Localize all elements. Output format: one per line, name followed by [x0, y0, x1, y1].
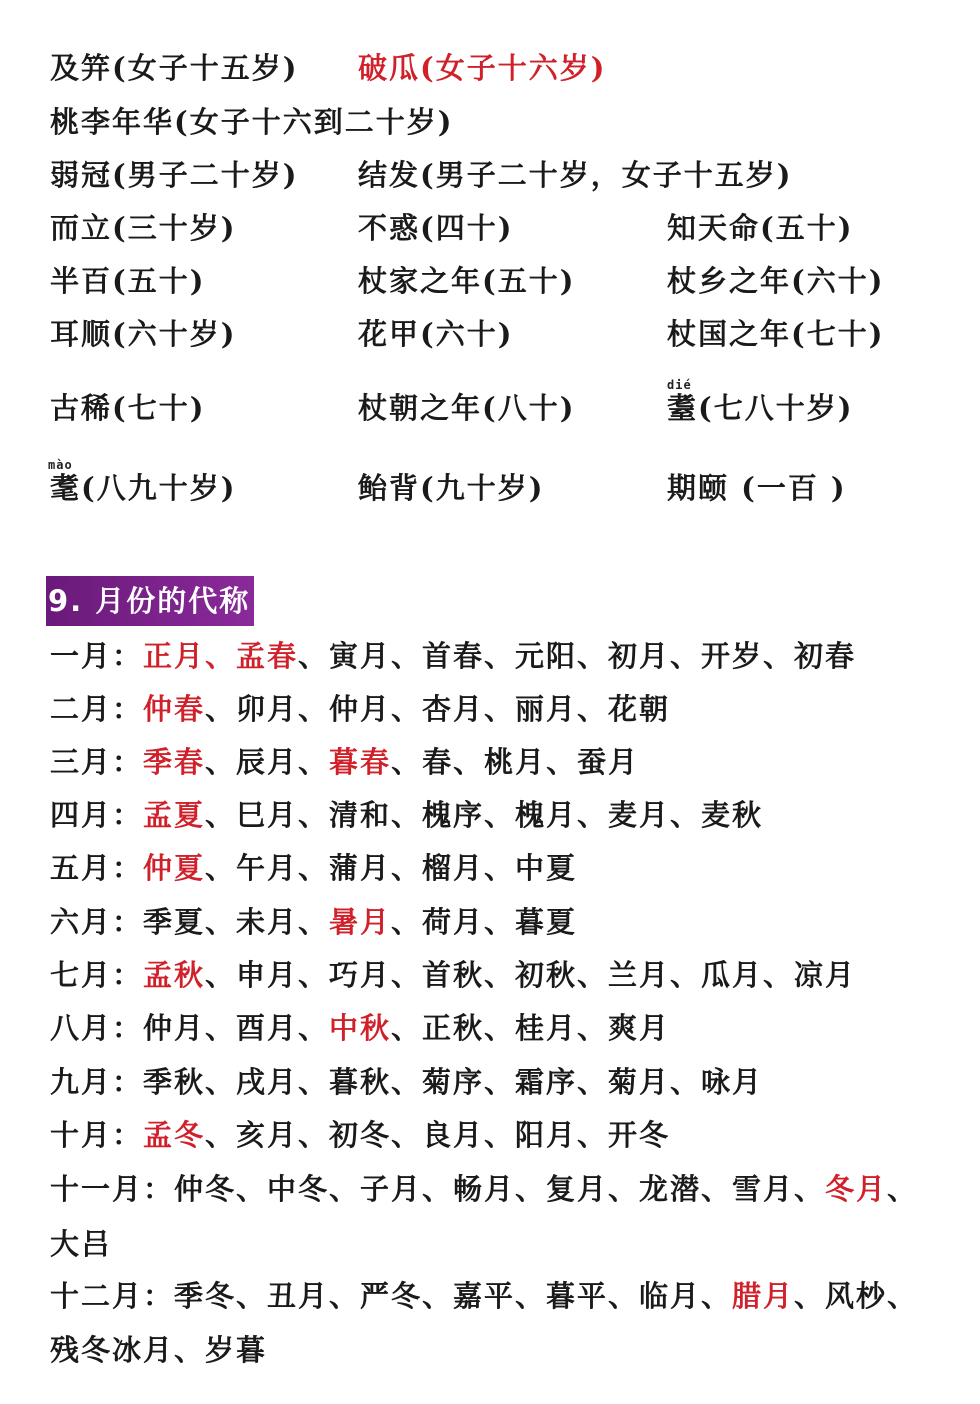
- month-line-12: [50, 1278, 918, 1314]
- month-label: 十月：: [50, 1118, 144, 1152]
- month-line-11-cont: 大吕: [50, 1227, 113, 1261]
- age-term: 杖家之年(五十): [358, 264, 576, 298]
- month-names: 、寅月、首春、元阳、初月、开岁、初春: [298, 639, 857, 673]
- age-term: 知天命(五十): [667, 211, 854, 245]
- age-term: 耄(八九十岁): [50, 471, 237, 505]
- age-term: 不惑(四十): [358, 211, 514, 245]
- month-names: 、风杪、: [794, 1279, 919, 1313]
- month-names: 、辰月、: [205, 745, 330, 779]
- month-label: 四月：: [50, 798, 144, 832]
- month-highlight: 暑月: [329, 905, 392, 939]
- age-term: 而立(三十岁): [50, 211, 237, 245]
- month-label: 七月：: [50, 958, 144, 992]
- age-term: 杖乡之年(六十): [667, 264, 885, 298]
- month-line-6: [50, 904, 577, 940]
- month-line-7: [50, 957, 856, 993]
- month-names: 、亥月、初冬、良月、阳月、开冬: [205, 1118, 671, 1152]
- month-names: 、午月、蒲月、榴月、中夏: [205, 851, 578, 885]
- age-term: 杖国之年(七十): [667, 317, 885, 351]
- month-highlight: 季春: [143, 745, 206, 779]
- month-line-12-cont: 残冬冰月、岁暮: [50, 1333, 268, 1367]
- month-names: 、: [887, 1172, 919, 1206]
- age-term: 花甲(六十): [358, 317, 514, 351]
- month-line-10: [50, 1117, 670, 1153]
- age-term: 桃李年华(女子十六到二十岁): [50, 105, 454, 139]
- month-names: 、荷月、暮夏: [391, 905, 578, 939]
- age-term-highlight: 破瓜(女子十六岁): [358, 51, 607, 85]
- month-highlight: 冬月: [825, 1172, 888, 1206]
- pinyin-annotation: mào: [48, 458, 73, 472]
- month-names: 十二月：季冬、丑月、严冬、嘉平、暮平、临月、: [50, 1279, 733, 1313]
- age-term: 期颐 (一百 ): [667, 471, 847, 505]
- month-names: 、申月、巧月、首秋、初秋、兰月、瓜月、凉月: [205, 958, 857, 992]
- month-label: 二月：: [50, 692, 144, 726]
- month-line-3: [50, 744, 639, 780]
- age-term: 鲐背(九十岁): [358, 471, 545, 505]
- month-label: 一月：: [50, 639, 144, 673]
- month-line-4: [50, 797, 763, 833]
- month-line-5: [50, 850, 577, 886]
- age-term: 结发(男子二十岁，女子十五岁): [358, 158, 793, 192]
- section-heading: 9. 月份的代称: [46, 576, 254, 626]
- month-highlight: 暮春: [329, 745, 392, 779]
- month-names: 、巳月、清和、槐序、槐月、麦月、麦秋: [205, 798, 764, 832]
- month-label: 五月：: [50, 851, 144, 885]
- age-term: 古稀(七十): [50, 391, 206, 425]
- month-line-1: [50, 638, 856, 674]
- age-term: 及笄(女子十五岁): [50, 51, 299, 85]
- month-highlight: 孟夏: [143, 798, 206, 832]
- month-names: 、卯月、仲月、杏月、丽月、花朝: [205, 692, 671, 726]
- month-highlight: 腊月: [732, 1279, 795, 1313]
- pinyin-annotation: dié: [667, 378, 692, 392]
- month-highlight: 孟冬: [143, 1118, 206, 1152]
- month-line-8: [50, 1010, 670, 1046]
- month-line-9: 九月：季秋、戌月、暮秋、菊序、霜序、菊月、咏月: [50, 1065, 764, 1099]
- month-label: 三月：: [50, 745, 144, 779]
- month-label: 八月：仲月、酉月、: [50, 1011, 330, 1045]
- month-highlight: 仲春: [143, 692, 206, 726]
- age-term: 耋(七八十岁): [667, 391, 854, 425]
- month-highlight: 正月、孟春: [143, 639, 299, 673]
- month-line-11: [50, 1171, 918, 1207]
- month-line-2: [50, 691, 670, 727]
- month-highlight: 中秋: [329, 1011, 392, 1045]
- age-term: 耳顺(六十岁): [50, 317, 237, 351]
- month-label: 六月：季夏、未月、: [50, 905, 330, 939]
- month-highlight: 仲夏: [143, 851, 206, 885]
- age-term: 弱冠(男子二十岁): [50, 158, 299, 192]
- month-names: 十一月：仲冬、中冬、子月、畅月、复月、龙潜、雪月、: [50, 1172, 826, 1206]
- age-term: 半百(五十): [50, 264, 206, 298]
- age-term: 杖朝之年(八十): [358, 391, 576, 425]
- month-names: 、正秋、桂月、爽月: [391, 1011, 671, 1045]
- month-names: 、春、桃月、蚕月: [391, 745, 640, 779]
- month-highlight: 孟秋: [143, 958, 206, 992]
